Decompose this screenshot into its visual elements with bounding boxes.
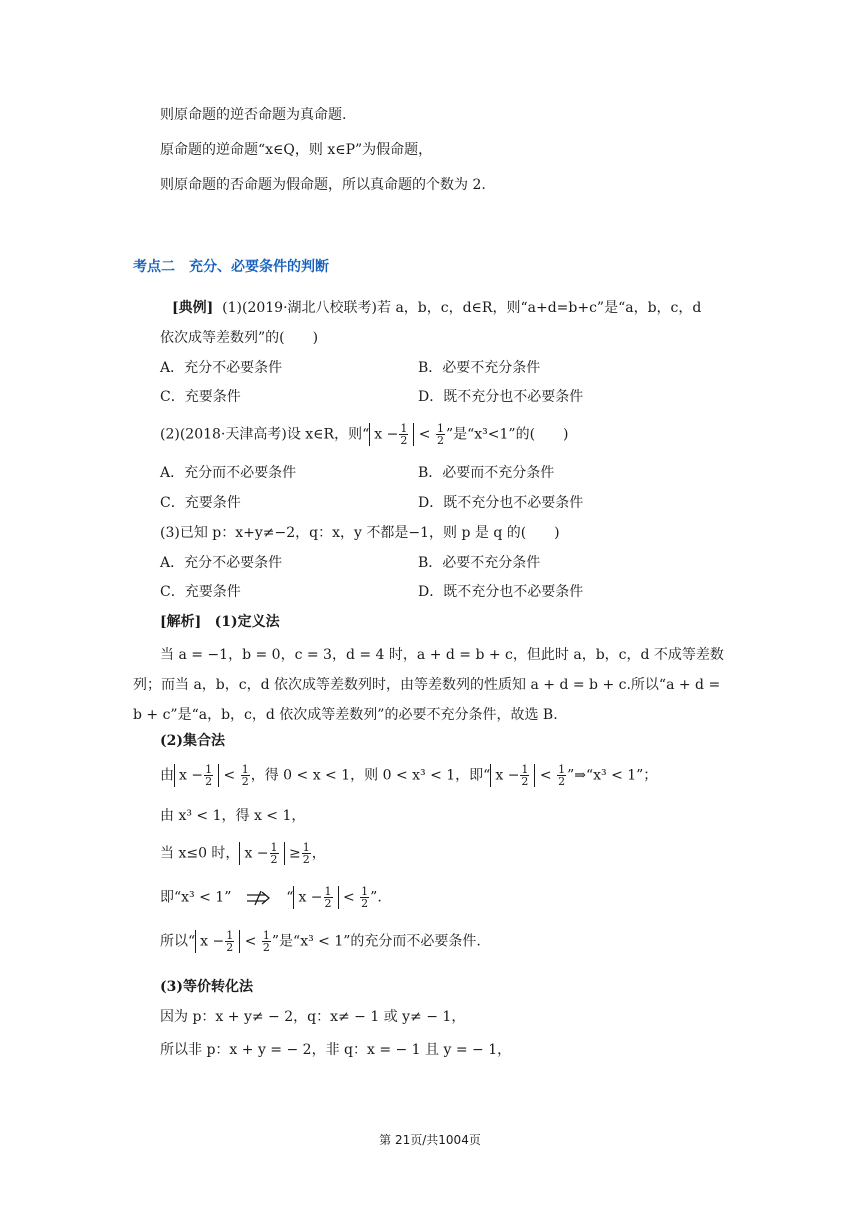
math-op: < bbox=[539, 767, 552, 784]
numerator: 1 bbox=[400, 422, 408, 435]
absolute-value bbox=[239, 842, 284, 865]
numerator: 1 bbox=[361, 885, 369, 898]
option: C．充要条件 bbox=[160, 389, 241, 405]
fraction bbox=[241, 764, 250, 787]
denominator: 2 bbox=[400, 434, 408, 447]
math-op: < bbox=[223, 767, 236, 784]
numerator: 1 bbox=[324, 885, 332, 898]
numerator: 1 bbox=[205, 763, 213, 776]
denominator: 2 bbox=[558, 775, 566, 788]
absolute-value bbox=[369, 423, 414, 446]
text: 当 x≤0 时， bbox=[160, 845, 240, 862]
solution-line: 由 x³ < 1，得 x < 1， bbox=[160, 808, 306, 824]
option: B．必要不充分条件 bbox=[418, 555, 541, 571]
denominator: 2 bbox=[324, 897, 332, 910]
fraction bbox=[302, 842, 311, 865]
option: D．既不充分也不必要条件 bbox=[418, 389, 584, 405]
math-term: x − bbox=[495, 767, 520, 784]
not-implies-icon bbox=[246, 890, 272, 906]
math-term: x − bbox=[244, 845, 269, 862]
option: D．既不充分也不必要条件 bbox=[418, 495, 584, 511]
fraction bbox=[262, 930, 271, 953]
fraction bbox=[270, 842, 279, 865]
absolute-value bbox=[195, 930, 240, 953]
denominator: 2 bbox=[302, 853, 310, 866]
text-line: 则原命题的否命题为假命题，所以真命题的个数为 2. bbox=[160, 177, 486, 193]
math-op: ≥ bbox=[288, 845, 301, 862]
page-number: 第 21页/共1004页 bbox=[379, 1133, 481, 1147]
numerator: 1 bbox=[270, 841, 278, 854]
fraction bbox=[324, 886, 333, 909]
question-1 bbox=[172, 297, 701, 317]
math-op: < bbox=[342, 889, 355, 906]
fraction bbox=[436, 423, 445, 446]
text: ”⇒“x³ < 1”； bbox=[567, 767, 658, 784]
question-text: 依次成等差数列”的( ) bbox=[160, 330, 319, 346]
method-title: (2)集合法 bbox=[160, 733, 225, 749]
math-term: x − bbox=[374, 426, 399, 443]
denominator: 2 bbox=[205, 775, 213, 788]
question-text: ”是“x³<1”的( ) bbox=[445, 426, 569, 443]
math-term: x − bbox=[298, 889, 323, 906]
text-line: 则原命题的逆否命题为真命题. bbox=[160, 107, 347, 123]
numerator: 1 bbox=[558, 763, 566, 776]
example-tag: [典例] bbox=[172, 300, 214, 316]
math-op: < bbox=[244, 933, 257, 950]
numerator: 1 bbox=[262, 929, 270, 942]
denominator: 2 bbox=[436, 434, 444, 447]
method-title: (1)定义法 bbox=[214, 614, 280, 630]
text: 所以“ bbox=[160, 933, 196, 950]
solution-line bbox=[160, 930, 481, 953]
numerator: 1 bbox=[226, 929, 234, 942]
method-title: (3)等价转化法 bbox=[160, 979, 253, 995]
option: A．充分不必要条件 bbox=[160, 555, 283, 571]
denominator: 2 bbox=[262, 941, 270, 954]
text-line: 原命题的逆命题“x∈Q，则 x∈P”为假命题， bbox=[160, 142, 433, 158]
text: 即“x³ < 1” bbox=[160, 889, 232, 906]
text: ，得 0 < x < 1，则 0 < x³ < 1，即“ bbox=[250, 767, 491, 784]
solution-paragraph: 当 a = −1，b = 0，c = 3，d = 4 时，a + d = b + c，但此时 a，b，c，d 不成等差数列；而当 a，b，c，d 依次成等差数列时，由等差数列的性质知 a + d = b + c.所以“a + d = b + c”是“a，b，c，d 依次成等差数列”的必要不充分条件，故选 B. bbox=[133, 647, 724, 723]
numerator: 1 bbox=[521, 763, 529, 776]
solution-line: 因为 p：x + y≠ − 2，q：x≠ − 1 或 y≠ − 1， bbox=[160, 1009, 466, 1025]
solution-header bbox=[160, 611, 280, 631]
question-2 bbox=[160, 423, 569, 446]
numerator: 1 bbox=[302, 841, 310, 854]
question-3: (3)已知 p：x+y≠−2，q：x，y 不都是−1，则 p 是 q 的( ) bbox=[160, 525, 560, 541]
section-title: 考点二 充分、必要条件的判断 bbox=[133, 259, 329, 275]
math-op: < bbox=[418, 426, 431, 443]
text: 由 bbox=[160, 767, 174, 784]
numerator: 1 bbox=[241, 763, 249, 776]
math-term: x − bbox=[179, 767, 204, 784]
fraction bbox=[520, 764, 529, 787]
denominator: 2 bbox=[521, 775, 529, 788]
denominator: 2 bbox=[361, 897, 369, 910]
option: D．既不充分也不必要条件 bbox=[418, 584, 584, 600]
option: B．必要不充分条件 bbox=[418, 360, 541, 376]
denominator: 2 bbox=[241, 775, 249, 788]
question-text: (2)(2018·天津高考)设 x∈R，则“ bbox=[160, 426, 370, 443]
denominator: 2 bbox=[270, 853, 278, 866]
math-term: x − bbox=[200, 933, 225, 950]
option: A．充分不必要条件 bbox=[160, 360, 283, 376]
text: ”是“x³ < 1”的充分而不必要条件. bbox=[271, 933, 481, 950]
fraction bbox=[360, 886, 369, 909]
fraction bbox=[557, 764, 566, 787]
solution-tag: [解析] bbox=[160, 614, 202, 630]
absolute-value bbox=[174, 764, 219, 787]
absolute-value bbox=[293, 886, 338, 909]
option: C．充要条件 bbox=[160, 584, 241, 600]
fraction bbox=[399, 423, 408, 446]
numerator: 1 bbox=[436, 422, 444, 435]
text: ”. bbox=[370, 889, 382, 906]
solution-line: 当 x≤0 时， x − $\frac{1}{2}$ ≥ $\frac{1}{2}$ ， bbox=[160, 841, 326, 866]
option: A．充分而不必要条件 bbox=[160, 465, 297, 481]
fraction bbox=[225, 930, 234, 953]
solution-line bbox=[160, 886, 382, 909]
denominator: 2 bbox=[226, 941, 234, 954]
fraction bbox=[204, 764, 213, 787]
absolute-value bbox=[490, 764, 535, 787]
question-text: (1)(2019·湖北八校联考)若 a，b，c，d∈R，则“a+d=b+c”是“a，b，c，d bbox=[222, 300, 702, 316]
option: C．充要条件 bbox=[160, 495, 241, 511]
solution-line: 所以非 p：x + y = − 2，非 q：x = − 1 且 y = − 1， bbox=[160, 1042, 512, 1058]
text: “ bbox=[286, 889, 294, 906]
option: B．必要而不充分条件 bbox=[418, 465, 555, 481]
solution-line bbox=[160, 764, 657, 787]
